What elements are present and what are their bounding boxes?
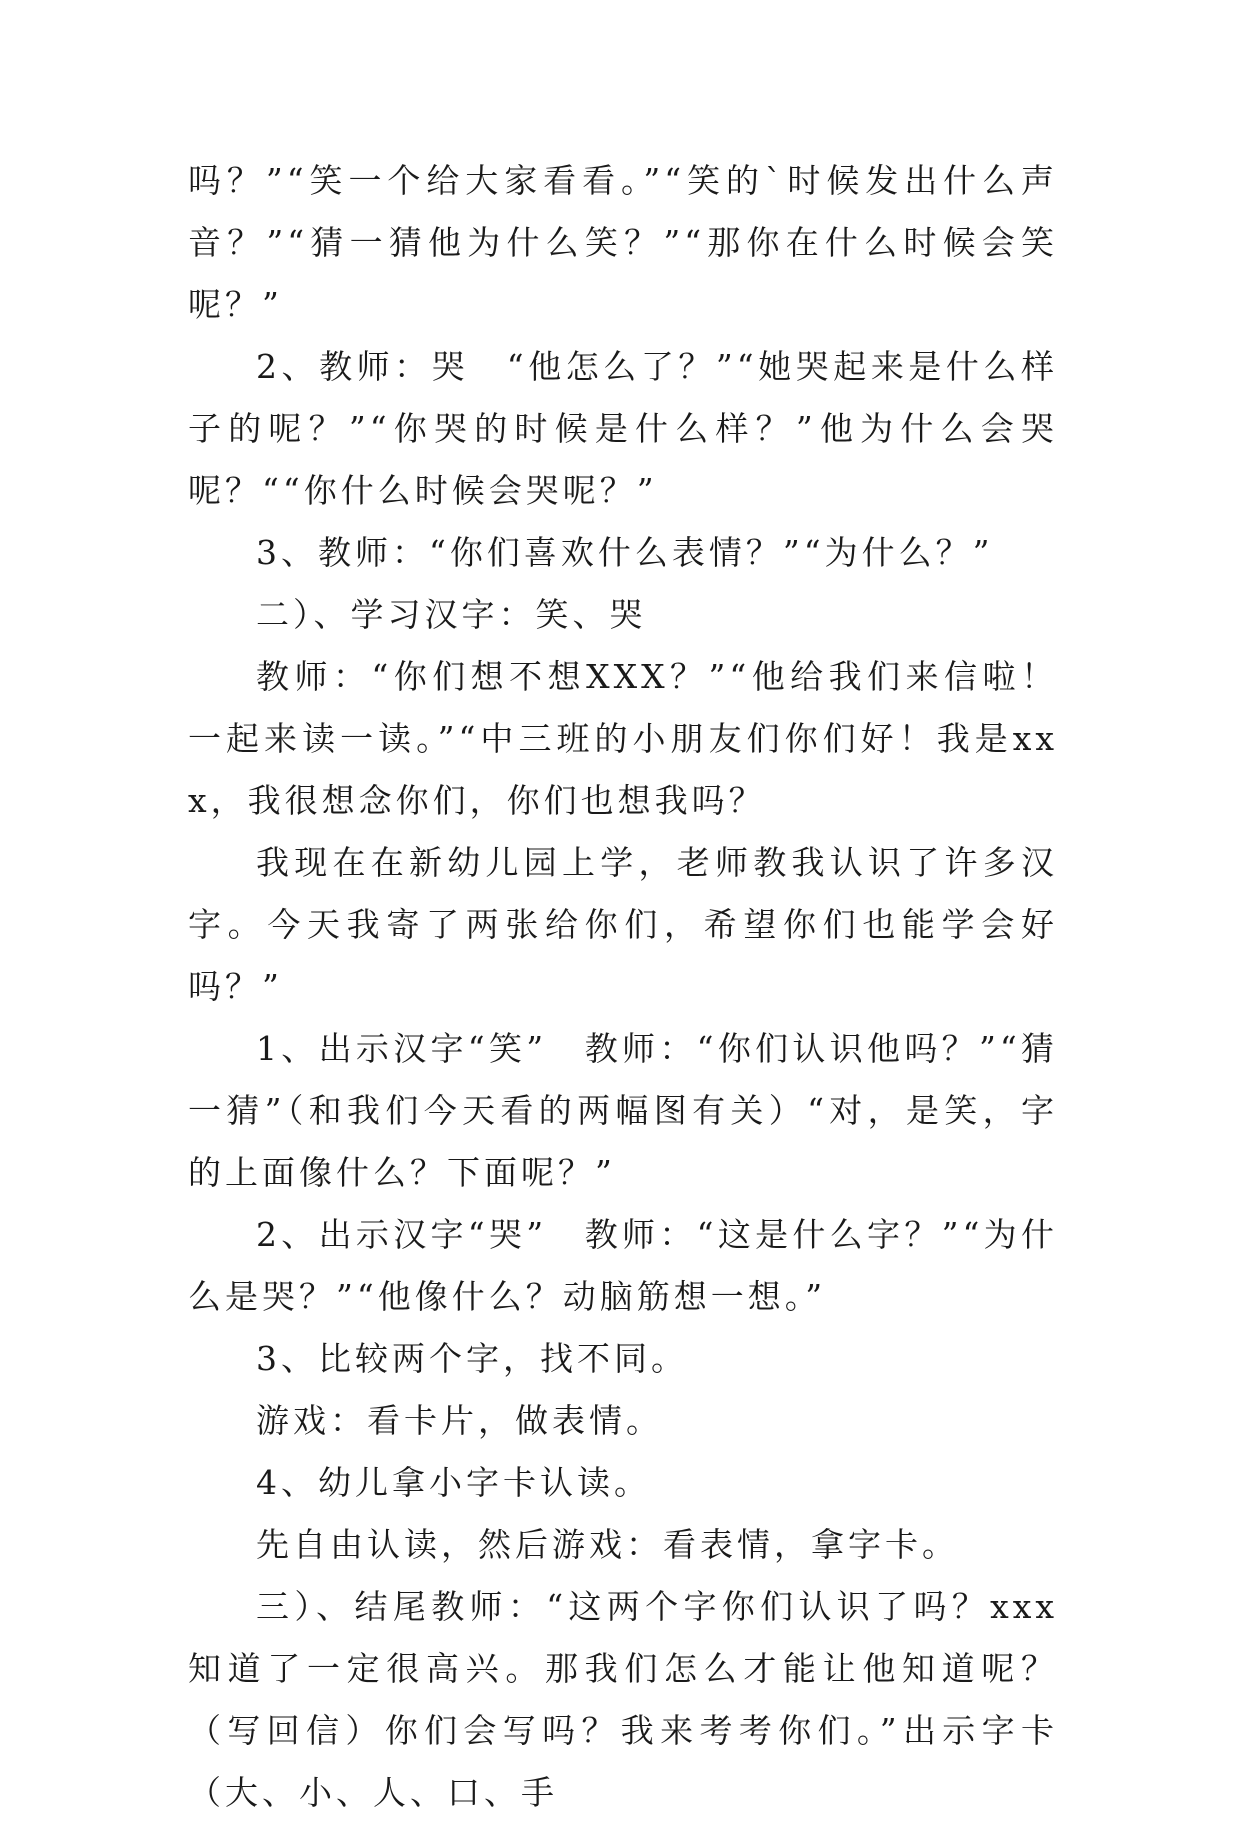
- paragraph: 2、教师：哭 “他怎么了？”“她哭起来是什么样子的呢？”“你哭的时候是什么样？”他为什么会哭呢？““你什么时候会哭呢？”: [188, 347, 1058, 510]
- paragraph: 吗？”“笑一个给大家看看。”“笑的`时候发出什么声音？”“猜一猜他为什么笑？”“那你在什么时候会笑呢？”: [188, 161, 1058, 324]
- paragraph: 我现在在新幼儿园上学，老师教我认识了许多汉字。今天我寄了两张给你们，希望你们也能学会好吗？”: [188, 843, 1058, 1006]
- paragraph: 3、比较两个字，找不同。: [256, 1339, 688, 1378]
- paragraph: 先自由认读，然后游戏：看表情，拿字卡。: [256, 1525, 959, 1564]
- section-heading: 二）、学习汉字：笑、哭: [256, 595, 647, 634]
- paragraph: 教师：“你们想不想XXX？”“他给我们来信啦！一起来读一读。”“中三班的小朋友们你们好！我是xxx，我很想念你们，你们也想我吗？: [188, 657, 1058, 820]
- paragraph: 3、教师：“你们喜欢什么表情？”“为什么？”: [256, 533, 994, 572]
- section-heading: 三）、结尾教师：“这两个字你们认识了吗？xxx知道了一定很高兴。那我们怎么才能让他知道呢？（写回信）你们会写吗？我来考考你们。”出示字卡（大、小、人、口、手: [188, 1587, 1058, 1812]
- paragraph: 2、出示汉字“哭” 教师：“这是什么字？”“为什么是哭？”“他像什么？动脑筋想一想。”: [188, 1215, 1058, 1316]
- paragraph: 1、出示汉字“笑” 教师：“你们认识他吗？”“猜一猜”（和我们今天看的两幅图有关）“对，是笑，字的上面像什么？下面呢？”: [188, 1029, 1058, 1192]
- paragraph: 游戏：看卡片，做表情。: [256, 1401, 663, 1440]
- paragraph: 4、幼儿拿小字卡认读。: [256, 1463, 651, 1502]
- document-body: [188, 150, 1058, 1824]
